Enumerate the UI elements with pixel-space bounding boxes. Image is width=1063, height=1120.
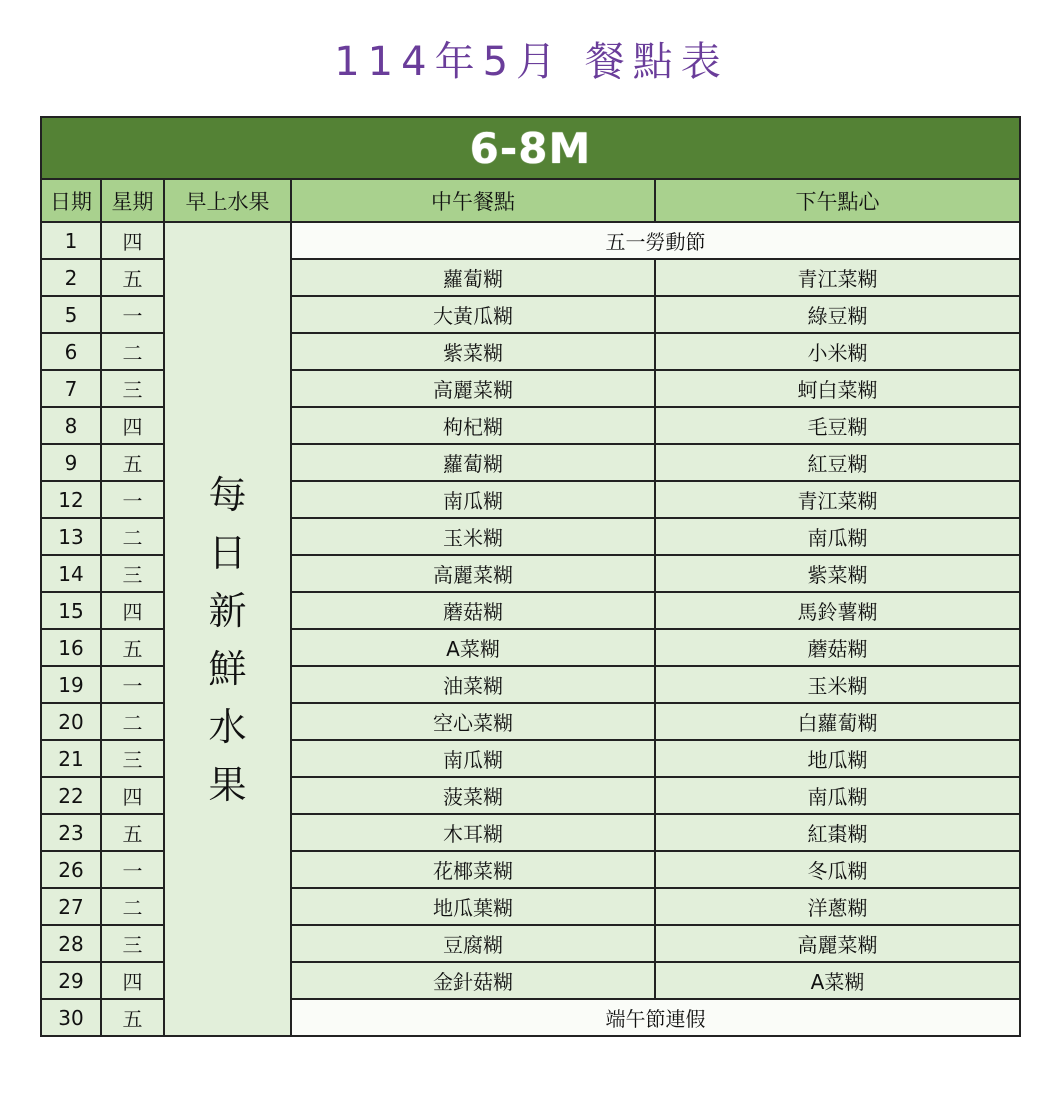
weekday-cell: 二 [101,888,164,925]
weekday-cell: 五 [101,629,164,666]
lunch-cell: 豆腐糊 [291,925,655,962]
date-cell: 22 [41,777,101,814]
date-cell: 26 [41,851,101,888]
date-cell: 5 [41,296,101,333]
lunch-cell: 金針菇糊 [291,962,655,999]
date-cell: 7 [41,370,101,407]
snack-cell: 紫菜糊 [655,555,1020,592]
lunch-cell: 南瓜糊 [291,740,655,777]
header-date: 日期 [41,179,101,222]
menu-table [40,116,1021,1037]
fruit-label-char: 果 [208,763,247,807]
weekday-cell: 五 [101,999,164,1036]
lunch-cell: 枸杞糊 [291,407,655,444]
snack-cell: 青江菜糊 [655,259,1020,296]
fruit-label-char: 日 [208,531,247,575]
weekday-cell: 四 [101,777,164,814]
snack-cell: 青江菜糊 [655,481,1020,518]
snack-cell: 小米糊 [655,333,1020,370]
snack-cell: 玉米糊 [655,666,1020,703]
date-cell: 16 [41,629,101,666]
snack-cell: 高麗菜糊 [655,925,1020,962]
snack-cell: 白蘿蔔糊 [655,703,1020,740]
date-cell: 14 [41,555,101,592]
lunch-cell: 空心菜糊 [291,703,655,740]
lunch-cell: 南瓜糊 [291,481,655,518]
date-cell: 9 [41,444,101,481]
weekday-cell: 四 [101,592,164,629]
fruit-cell [164,222,291,1036]
weekday-cell: 五 [101,814,164,851]
weekday-cell: 一 [101,481,164,518]
table-row [41,222,1020,259]
weekday-cell: 四 [101,962,164,999]
header-snack: 下午點心 [655,179,1020,222]
date-cell: 13 [41,518,101,555]
page-title: 114年5月 餐點表 [334,39,729,85]
snack-cell: 冬瓜糊 [655,851,1020,888]
header-fruit: 早上水果 [164,179,291,222]
lunch-cell: 玉米糊 [291,518,655,555]
header-weekday: 星期 [101,179,164,222]
date-cell: 20 [41,703,101,740]
holiday-cell: 五一勞動節 [291,222,1020,259]
date-cell: 30 [41,999,101,1036]
date-cell: 27 [41,888,101,925]
snack-cell: A菜糊 [655,962,1020,999]
lunch-cell: 高麗菜糊 [291,370,655,407]
weekday-cell: 一 [101,296,164,333]
weekday-cell: 一 [101,666,164,703]
date-cell: 15 [41,592,101,629]
snack-cell: 紅豆糊 [655,444,1020,481]
date-cell: 8 [41,407,101,444]
snack-cell: 南瓜糊 [655,518,1020,555]
date-cell: 29 [41,962,101,999]
lunch-cell: 大黃瓜糊 [291,296,655,333]
date-cell: 1 [41,222,101,259]
fruit-label [165,444,290,814]
date-cell: 23 [41,814,101,851]
weekday-cell: 二 [101,333,164,370]
snack-cell: 馬鈴薯糊 [655,592,1020,629]
lunch-cell: 花椰菜糊 [291,851,655,888]
lunch-cell: 木耳糊 [291,814,655,851]
fruit-label-char: 新 [208,589,247,633]
date-cell: 12 [41,481,101,518]
weekday-cell: 四 [101,407,164,444]
weekday-cell: 一 [101,851,164,888]
snack-cell: 洋蔥糊 [655,888,1020,925]
snack-cell: 紅棗糊 [655,814,1020,851]
fruit-label-char: 鮮 [208,647,247,691]
header-lunch: 中午餐點 [291,179,655,222]
weekday-cell: 三 [101,740,164,777]
weekday-cell: 三 [101,555,164,592]
header-row [41,179,1020,222]
lunch-cell: 地瓜葉糊 [291,888,655,925]
lunch-cell: 蘿蔔糊 [291,444,655,481]
menu-body [41,222,1020,1036]
weekday-cell: 五 [101,259,164,296]
weekday-cell: 四 [101,222,164,259]
snack-cell: 蚵白菜糊 [655,370,1020,407]
weekday-cell: 二 [101,518,164,555]
fruit-label-char: 每 [208,473,247,517]
lunch-cell: 油菜糊 [291,666,655,703]
weekday-cell: 三 [101,925,164,962]
lunch-cell: 蘑菇糊 [291,592,655,629]
age-group-banner: 6-8M [41,117,1020,179]
date-cell: 19 [41,666,101,703]
date-cell: 6 [41,333,101,370]
weekday-cell: 三 [101,370,164,407]
date-cell: 28 [41,925,101,962]
snack-cell: 蘑菇糊 [655,629,1020,666]
snack-cell: 南瓜糊 [655,777,1020,814]
lunch-cell: A菜糊 [291,629,655,666]
snack-cell: 毛豆糊 [655,407,1020,444]
fruit-label-char: 水 [208,705,247,749]
snack-cell: 綠豆糊 [655,296,1020,333]
lunch-cell: 紫菜糊 [291,333,655,370]
snack-cell: 地瓜糊 [655,740,1020,777]
holiday-cell: 端午節連假 [291,999,1020,1036]
lunch-cell: 高麗菜糊 [291,555,655,592]
lunch-cell: 菠菜糊 [291,777,655,814]
date-cell: 2 [41,259,101,296]
weekday-cell: 二 [101,703,164,740]
weekday-cell: 五 [101,444,164,481]
lunch-cell: 蘿蔔糊 [291,259,655,296]
date-cell: 21 [41,740,101,777]
